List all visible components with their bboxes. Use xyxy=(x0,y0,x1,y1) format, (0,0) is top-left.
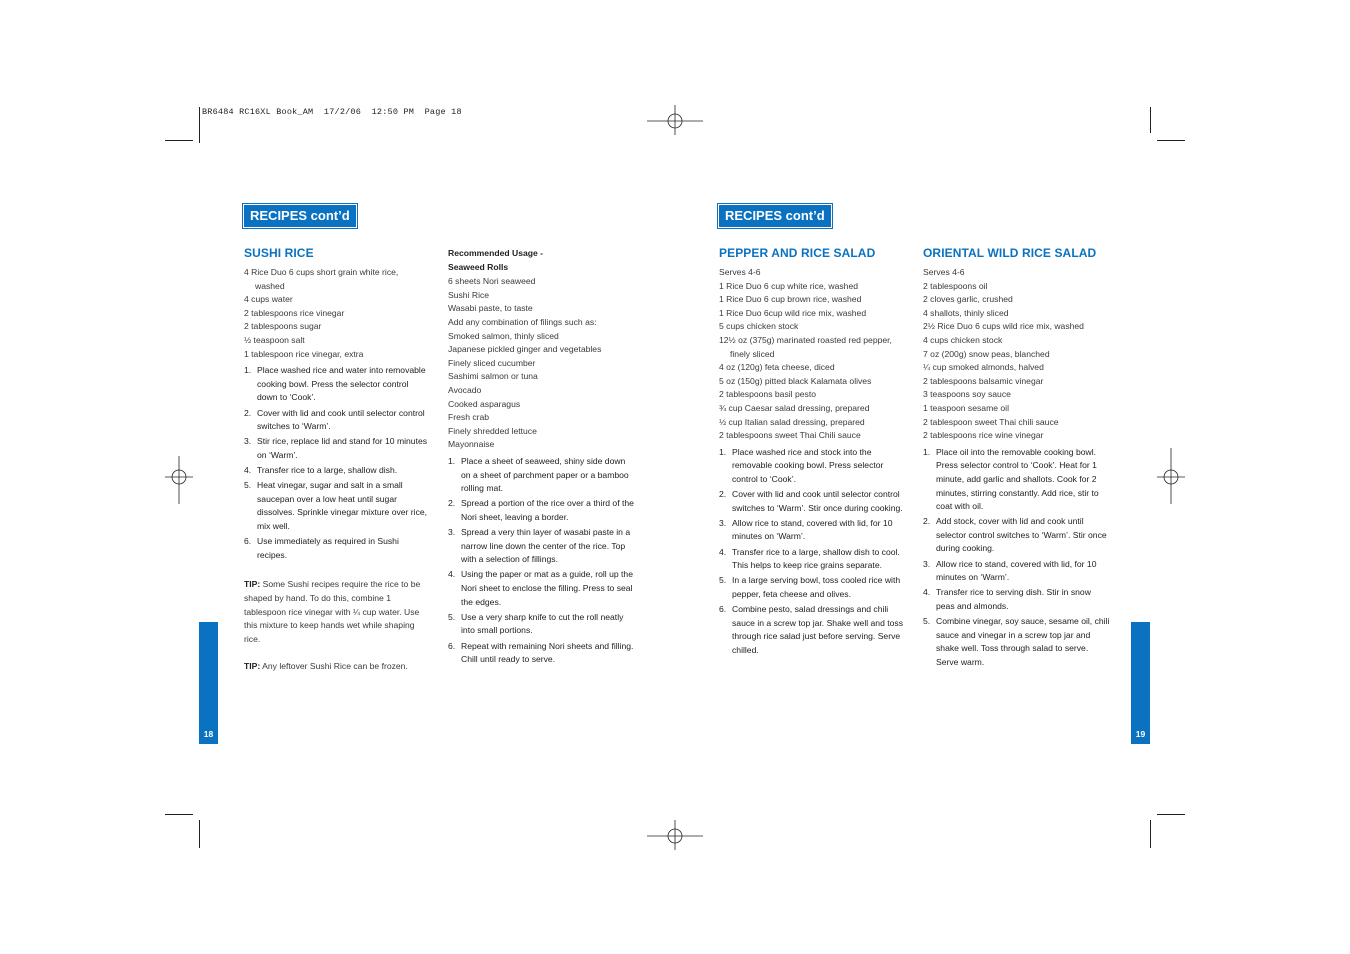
method-steps xyxy=(244,364,430,562)
ingredient: Cooked asparagus xyxy=(448,398,521,409)
ingredient: Japanese pickled ginger and vegetables xyxy=(448,344,602,355)
ingredient: Mayonnaise xyxy=(448,439,495,450)
method-step: 1. Place a sheet of seaweed, shiny side down on a sheet of parchment paper or a bamboo rolling mat. xyxy=(448,455,629,494)
ingredient: 2 tablespoons rice vinegar xyxy=(244,307,345,318)
method-steps xyxy=(923,446,1111,670)
ingredient: ¾ cup Caesar salad dressing, prepared xyxy=(719,402,870,413)
crop-mark xyxy=(165,814,193,815)
ingredient-list xyxy=(923,266,1111,443)
ingredient: 2 tablespoons basil pesto xyxy=(719,389,816,400)
method-step: 4. Using the paper or mat as a guide, roll up the Nori sheet to enclose the filling. Press to seal the edges. xyxy=(448,569,633,607)
oriental-wild-rice-salad-recipe xyxy=(923,246,1111,671)
registration-mark-icon xyxy=(647,816,703,856)
print-slug: BR6484 RC16XL Book_AM 17/2/06 12:50 PM Page 18 xyxy=(202,107,462,117)
ingredient: 5 oz (150g) pitted black Kalamata olives xyxy=(719,375,872,386)
tip-note: TIP: Any leftover Sushi Rice can be frozen. xyxy=(244,661,408,672)
ingredient: 2 tablespoons rice wine vinegar xyxy=(923,430,1044,441)
ingredient: 4 cups chicken stock xyxy=(923,334,1003,345)
ingredient: 4 cups water xyxy=(244,294,293,305)
ingredient: 7 oz (200g) snow peas, blanched xyxy=(923,348,1050,359)
method-step: 1. Place washed rice and water into removable cooking bowl. Press the selector control down to ‘Cook’. xyxy=(244,365,426,403)
ingredient: Sashimi salmon or tuna xyxy=(448,371,538,382)
method-step: 4. Transfer rice to a large, shallow dish to cool. This helps to keep rice grains separate. xyxy=(719,546,900,571)
ingredient-list xyxy=(244,266,430,361)
method-step: 6. Combine pesto, salad dressings and chili sauce in a screw top jar. Shake well and toss through rice salad just before serving. Serve chilled. xyxy=(719,604,904,655)
method-step: 4. Transfer rice to serving dish. Stir in snow peas and almonds. xyxy=(923,587,1091,612)
recipe-title: ORIENTAL WILD RICE SALAD xyxy=(923,246,1097,260)
ingredient: Avocado xyxy=(448,384,482,395)
page-tab-bar xyxy=(199,622,218,744)
ingredient: 2 tablespoon sweet Thai chili sauce xyxy=(923,416,1059,427)
method-step: 2. Spread a portion of the rice over a third of the Nori sheet, leaving a border. xyxy=(448,498,634,522)
ingredient-list xyxy=(448,275,634,452)
ingredient: Serves 4-6 xyxy=(923,267,965,277)
ingredient: 4 Rice Duo 6 cups short grain white rice, washed xyxy=(244,267,399,291)
ingredient: Serves 4-6 xyxy=(719,267,761,277)
ingredient: 1 teaspoon sesame oil xyxy=(923,402,1009,413)
ingredient: 12½ oz (375g) marinated roasted red pepper, finely sliced xyxy=(719,334,892,359)
ingredient: 6 sheets Nori seaweed xyxy=(448,276,536,287)
crop-mark xyxy=(199,820,200,848)
seaweed-rolls-recipe xyxy=(448,247,634,668)
method-step: 2. Cover with lid and cook until selector control switches to ‘Warm’. Stir once during cooking. xyxy=(719,489,903,513)
crop-mark xyxy=(1157,814,1185,815)
ingredient: 2 tablespoons oil xyxy=(923,280,988,291)
section-title: RECIPES cont’d xyxy=(244,205,356,227)
ingredient-list xyxy=(719,266,907,443)
method-step: 3. Stir rice, replace lid and stand for 10 minutes on ‘Warm’. xyxy=(244,436,428,460)
registration-mark-icon xyxy=(647,101,703,141)
crop-mark xyxy=(1150,107,1151,133)
method-steps xyxy=(448,455,634,667)
ingredient: 4 shallots, thinly sliced xyxy=(923,307,1009,318)
method-step: 5. Use a very sharp knife to cut the roll neatly into small portions. xyxy=(448,611,624,636)
recipe-title: Recommended Usage - Seaweed Rolls xyxy=(448,248,544,272)
ingredient: 5 cups chicken stock xyxy=(719,321,799,332)
method-step: 3. Spread a very thin layer of wasabi paste in a narrow line down the center of the rice. Top with a selection of fillings. xyxy=(448,527,631,565)
ingredient: 2 tablespoons balsamic vinegar xyxy=(923,375,1044,386)
crop-mark xyxy=(199,107,200,143)
method-step: 1. Place washed rice and stock into the removable cooking bowl. Press selector control to ‘Cook’. xyxy=(719,446,884,484)
method-step: 5. In a large serving bowl, toss cooled rice with pepper, feta cheese and olives. xyxy=(719,575,901,600)
method-step: 2. Cover with lid and cook until selector control switches to ‘Warm’. xyxy=(244,407,425,432)
page-number: 19 xyxy=(1135,729,1146,739)
ingredient: Wasabi paste, to taste xyxy=(448,303,533,314)
ingredient: Finely sliced cucumber xyxy=(448,357,536,368)
method-step: 4. Transfer rice to a large, shallow dish. xyxy=(244,465,398,476)
page-tab-bar xyxy=(1131,622,1150,744)
ingredient: 1 Rice Duo 6 cup white rice, washed xyxy=(719,280,859,291)
ingredient: 1 tablespoon rice vinegar, extra xyxy=(244,348,364,359)
registration-mark-icon xyxy=(163,456,195,504)
method-step: 3. Allow rice to stand, covered with lid, for 10 minutes on ‘Warm’. xyxy=(923,558,1097,583)
ingredient: 4 oz (120g) feta cheese, diced xyxy=(719,362,835,373)
recipe-title: PEPPER AND RICE SALAD xyxy=(719,246,876,260)
pepper-rice-salad-recipe xyxy=(719,246,907,659)
registration-mark-icon xyxy=(1155,448,1187,504)
crop-mark xyxy=(165,140,193,141)
ingredient: Smoked salmon, thinly sliced xyxy=(448,330,559,341)
sushi-rice-recipe xyxy=(244,246,430,674)
crop-mark xyxy=(1150,820,1151,848)
ingredient: 1 Rice Duo 6cup wild rice mix, washed xyxy=(719,307,867,318)
page-number: 18 xyxy=(203,729,214,739)
ingredient: Fresh crab xyxy=(448,412,490,423)
method-step: 2. Add stock, cover with lid and cook until selector control switches to ‘Warm’. Stir once during cooking. xyxy=(923,516,1107,554)
ingredient: Finely shredded lettuce xyxy=(448,425,537,436)
ingredient: 2½ Rice Duo 6 cups wild rice mix, washed xyxy=(923,321,1084,332)
ingredient: ½ teaspoon salt xyxy=(244,334,305,345)
ingredient: Add any combination of filings such as: xyxy=(448,316,597,327)
method-step: 5. Combine vinegar, soy sauce, sesame oil, chili sauce and vinegar in a screw top jar and shake well. Toss through salad to serve. Serve warm. xyxy=(923,616,1110,667)
ingredient: Sushi Rice xyxy=(448,289,490,300)
method-step: 6. Repeat with remaining Nori sheets and filling. Chill until ready to serve. xyxy=(448,640,634,665)
ingredient: 1 Rice Duo 6 cup brown rice, washed xyxy=(719,294,862,305)
recipe-title: SUSHI RICE xyxy=(244,246,314,260)
method-step: 5. Heat vinegar, sugar and salt in a small saucepan over a low heat until sugar dissolves. Sprinkle vinegar mixture over rice, mix well. xyxy=(244,480,428,532)
method-step: 3. Allow rice to stand, covered with lid, for 10 minutes on ‘Warm’. xyxy=(719,517,893,542)
ingredient: ¼ cup smoked almonds, halved xyxy=(923,362,1044,373)
section-title: RECIPES cont’d xyxy=(719,205,831,227)
ingredient: 2 cloves garlic, crushed xyxy=(923,294,1013,305)
ingredient: 2 tablespoons sugar xyxy=(244,321,322,332)
ingredient: 3 teaspoons soy sauce xyxy=(923,389,1011,400)
method-steps xyxy=(719,446,907,658)
tip-note: TIP: Some Sushi recipes require the rice to be shaped by hand. To do this, combine 1 tablespoon rice vinegar with ¼ cup water. Use this mixture to keep hands wet while shaping rice. xyxy=(244,579,421,644)
method-step: 1. Place oil into the removable cooking bowl. Press selector control to ‘Cook’. Heat for 1 minute, add garlic and shallots. Cook for 2 minutes, stirring constantly. Add rice, stir to coat with oil. xyxy=(923,446,1099,512)
ingredient: ½ cup Italian salad dressing, prepared xyxy=(719,416,865,427)
ingredient: 2 tablespoons sweet Thai Chili sauce xyxy=(719,430,861,441)
method-step: 6. Use immediately as required in Sushi recipes. xyxy=(244,536,399,560)
crop-mark xyxy=(1157,140,1185,141)
